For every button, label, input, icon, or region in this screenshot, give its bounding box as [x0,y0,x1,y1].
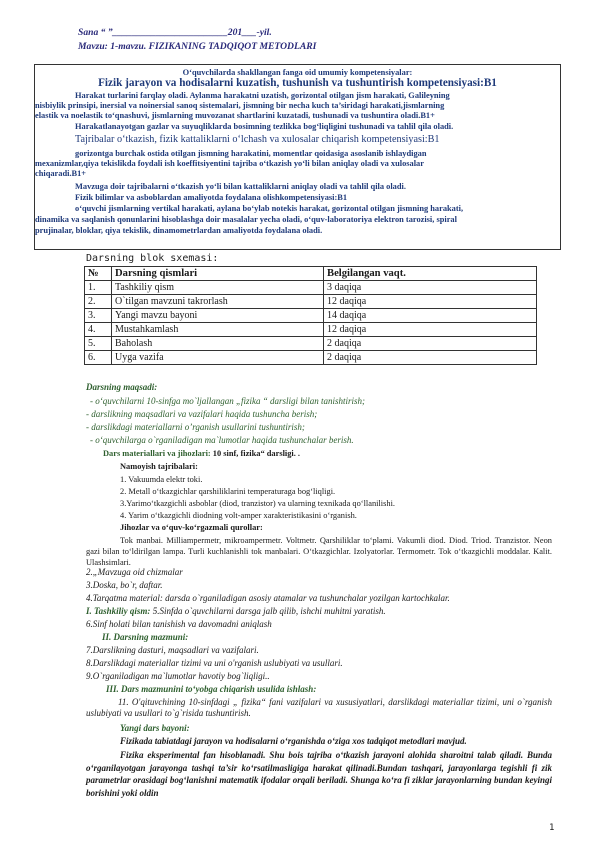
competence-line: mexanizmlar,qiya tekislikda foydali ish koeffitsiyentini tajriba o‘tkazish yo‘li bilan aniqlay oladi va xulosalar [35,159,424,168]
table-row [85,323,537,337]
row-num: 4. [85,323,112,337]
row-part: Yangi mavzu bayoni [112,309,324,323]
mazmun-item: 7.Darslikning dasturi, maqsadlari va vazifalari. [86,645,259,655]
sana-line: Sana “ ”________________________201___-yil. [78,27,272,38]
sinf-line: 6.Sinf holati bilan tanishish va davomadni aniqlash [86,619,272,629]
table-row [85,295,537,309]
namoyish-item: 2. Metall o‘tkazgichlar qarshiliklarini temperaturaga bog‘liqligi. [120,487,336,496]
namoyish-item: 4. Yarim o‘tkazgichli diodning volt-amper xarakteristikasini o‘rganish. [120,511,357,520]
competence-line: elastik va noelastik to‘qnashuvi, jismlarning muvozanat shartlarini kuzatadi, tushunadi va tushuntira oladi.B1+ [35,111,435,120]
competence-line: chiqaradi.B1+ [35,169,87,178]
row-part: O`tilgan mavzuni takrorlash [112,295,324,309]
tashkiliy-label: I. Tashkiliy qism: [86,606,151,616]
table-row [85,281,537,295]
table-header-row [85,267,537,281]
competence-line: nisbiylik prinsipi, inersial va noinersial sanoq sistemalari, jismning bir necha kuch ta’siridagi harakati,jismlarning [35,101,445,110]
row-part: Tashkiliy qism [112,281,324,295]
mavzu-line: Mavzu: 1-mavzu. FIZIKANING TADQIQOT METODLARI [78,41,317,52]
competence-line: dinamika va saqlanish qonunlarini hisoblashga doir masalalar yecha oladi, o‘quv-laboratoriya elektron tarozisi, spiral [35,215,457,224]
qurollar-title: Jihozlar va o‘quv-ko‘rgazmali qurollar: [120,523,263,532]
jihoz-value: 10 sinf, fizika“ darsligi. . [210,449,301,458]
list-item: 3.Doska, bo`r, daftar. [86,580,163,590]
yangi-text: Fizika eksperimental fan hisoblanadi. Shu bois tajriba o‘tkazish jarayoni alohida sharoitni talab qiladi. Bunda o‘rganilayotgan jarayonga tashqi ta’sir ko‘rsatilmasligiga harakat qilinadi.Bundan tashqari, jarayonlarga tegishli fi zik parametrlar orasidagi bog‘lanishni matematik ifodalar orqali beriladi. Shunga ko‘ra fi ziklar jarayonlarning bundan keyingi borishini yoki oldin [86,750,552,798]
row-time: 3 daqiqa [324,281,537,295]
mazmun-item: 8.Darslikdagi materiallar tizimi va uni o'rganish uslubiyati va usullari. [86,658,343,668]
row-num: 3. [85,309,112,323]
table-row [85,351,537,365]
namoyish-item: 3.Yarimo‘tkazgichli asboblar (diod, tranzistor) va ularning texnikada qo‘llanilishi. [120,499,395,508]
table-row [85,337,537,351]
row-part: Uyga vazifa [112,351,324,365]
maqsad-item: - o‘quvchilarga o`rganiladigan ma`lumotlar haqida tushunchalar berish. [90,435,354,445]
competence-box [34,64,561,250]
competence-line: Harakatlanayotgan gazlar va suyuqliklarda bosimning tezlikka bog‘liqligini tushunadi va tahlil qila oladi. [75,122,454,131]
competence-line: gorizontga burchak ostida otilgan jismning harakatini, momentlar qoidasiga asoslanib ishlaydigan [75,149,427,158]
competence-title: O‘quvchilarda shakllangan fanga oid umumiy kompetensiyalar: [182,68,413,77]
mazmun-item: 9.O`rganiladigan ma`lumotlar havotiy bog`liqligi.. [86,671,270,681]
qurollar-text: Tok manbai. Milliampermetr, mikroampermetr. Voltmetr. Qarshiliklar to‘plami. Vakumli diod. Diod. Triod. Tranzistor. Neon gazi bilan to‘ldirilgan lampa. Turli kuchlanishli tok manbalari. O‘tkazgichlar. Izolyatorlar. Termometr. Tok o‘tkazgichli moddalar. Kalit. Ulashsimlari. [86,536,552,567]
yangi-title: Yangi dars bayoni: [120,723,190,733]
row-part: Baholash [112,337,324,351]
maqsad-item: - darslikning maqsadlari va vazifalari haqida tushuncha berish; [86,409,318,419]
tashkiliy-text: 5.Sinfda o`quvchilarni darsga jalb qilib, ishchi muhitni yaratish. [150,606,386,616]
page-number: 1 [549,823,555,833]
col-header: Darsning qismlari [112,267,324,281]
row-num: 6. [85,351,112,365]
jihoz-label: Dars materiallari va jihozlari: [103,449,211,458]
competence-line: Fizik bilimlar va asboblardan amaliyotda foydalana olishkompetensiyasi:B1 [75,193,348,202]
row-time: 14 daqiqa [324,309,537,323]
row-time: 2 daqiqa [324,337,537,351]
tashkiliy-line [86,606,386,617]
blok-table [84,266,537,365]
row-time: 2 daqiqa [324,351,537,365]
maqsad-title: Darsning maqsadi: [86,382,158,392]
maqsad-item: - darslikdagi materiallarni o’rganish usullarini tushuntirish; [86,422,305,432]
mazmun-title: II. Darsning mazmuni: [102,632,189,642]
tarqatma-line: 4.Tarqatma material: darsda o`rganiladigan asosiy atamalar va tushunchalar yozilgan kartochkalar. [86,593,450,603]
row-num: 1. [85,281,112,295]
competence-line: Mavzuga doir tajribalarni o‘tkazish yo‘li bilan kattaliklarni aniqlay oladi va tahlil qila oladi. [75,182,406,191]
row-part: Mustahkamlash [112,323,324,337]
col-header: № [85,267,112,281]
competence-heading: Fizik jarayon va hodisalarni kuzatish, tushunish va tushuntirish kompetensiyasi:B1 [98,77,497,89]
namoyish-item: 1. Vakuumda elektr toki. [120,475,203,484]
namoyish-title: Namoyish tajribalari: [120,462,198,471]
row-num: 5. [85,337,112,351]
maqsad-item: - o‘quvchilarni 10-sinfga mo`ljallangan „fizika “ darsligi bilan tanishtirish; [90,396,366,406]
competence-heading-2: Tajribalar o‘tkazish, fizik kattaliklarni o‘lchash va xulosalar chiqarish kompetensiyasi:B1 [75,134,440,145]
row-time: 12 daqiqa [324,295,537,309]
competence-line: Harakat turlarini farqlay oladi. Aylanma harakatni uzatish, gorizontal otilgan jism harakati, Galileyning [75,91,450,100]
yangi-sub: Fizikada tabiatdagi jarayon va hodisalarni o‘rganishda o‘ziga xos tadqiqot metodlari mavjud. [120,736,467,746]
col-header: Belgilangan vaqt. [324,267,537,281]
row-time: 12 daqiqa [324,323,537,337]
list-item: 2.„Mavzuga oid chizmalar [86,567,183,577]
jihoz-line [103,448,300,459]
competence-line: o‘quvchi jismlarning vertikal harakati, aylana bo‘ylab notekis harakat, gorizontal otilgan jismning harakati, [75,204,464,213]
competence-line: prujinalar, bloklar, qiya tekislik, dinamometrlardan amaliyotda foydalana oladi. [35,226,323,235]
row-num: 2. [85,295,112,309]
iii-title: III. Dars mazmunini to‘yobga chiqarish usulida ishlash: [106,684,317,694]
iii-text: 11. O'qituvchining 10-sinfdagi „ fizika“ fani vazifalari va xususiyatlari, darslikdagi materiallar tizimi, uni o`rganish uslubiyati va usullari to`g`risida tushuntirish. [86,697,552,718]
blok-title: Darsning blok sxemasi: [86,253,219,264]
table-row [85,309,537,323]
